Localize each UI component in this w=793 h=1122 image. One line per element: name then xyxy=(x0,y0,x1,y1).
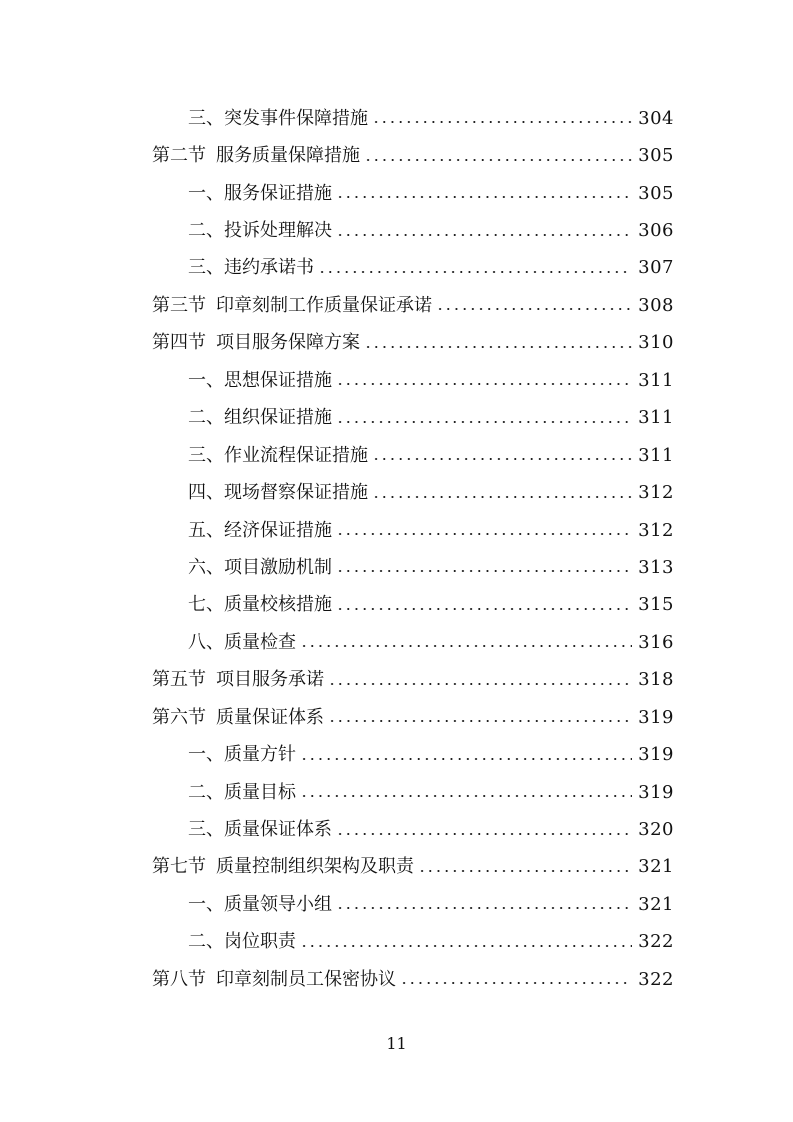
toc-dot-leader xyxy=(372,110,632,128)
toc-section-entry[interactable] xyxy=(152,699,674,736)
toc-dot-leader xyxy=(328,671,632,689)
toc-entry-title: 印章刻制工作质量保证承诺 xyxy=(216,294,432,316)
toc-entry-heading xyxy=(152,596,336,614)
toc-entry-title: 作业流程保证措施 xyxy=(224,444,368,466)
toc-entry-page-number: 308 xyxy=(638,294,674,316)
toc-dot-leader xyxy=(400,971,632,989)
toc-entry-heading xyxy=(152,519,336,541)
toc-entry-page-number: 319 xyxy=(638,781,674,803)
toc-entry-title: 质量领导小组 xyxy=(224,893,332,915)
toc-entry-title: 投诉处理解决 xyxy=(224,220,332,242)
toc-entry-page-number: 316 xyxy=(638,631,674,653)
toc-entry-title: 违约承诺书 xyxy=(224,257,314,279)
toc-subsection-entry[interactable] xyxy=(152,886,674,923)
table-of-contents xyxy=(152,100,674,999)
toc-subsection-entry[interactable] xyxy=(152,774,674,811)
toc-entry-page-number: 311 xyxy=(638,407,674,429)
toc-entry-heading xyxy=(152,222,336,240)
toc-entry-number: 第三节 xyxy=(152,294,206,316)
toc-subsection-entry[interactable] xyxy=(152,736,674,773)
toc-subsection-entry[interactable] xyxy=(152,437,674,474)
toc-entry-heading xyxy=(152,821,336,839)
toc-entry-number: 第八节 xyxy=(152,968,206,990)
toc-section-entry[interactable] xyxy=(152,325,674,362)
toc-entry-page-number: 313 xyxy=(638,556,674,578)
toc-entry-title: 服务保证措施 xyxy=(224,182,332,204)
toc-dot-leader xyxy=(336,522,632,540)
toc-dot-leader xyxy=(300,634,632,652)
toc-entry-title: 思想保证措施 xyxy=(224,369,332,391)
toc-entry-page-number: 318 xyxy=(638,669,674,691)
toc-subsection-entry[interactable] xyxy=(152,400,674,437)
toc-entry-title: 项目激励机制 xyxy=(224,556,332,578)
toc-dot-leader xyxy=(336,559,632,577)
toc-entry-title: 岗位职责 xyxy=(224,931,296,953)
toc-subsection-entry[interactable] xyxy=(152,100,674,137)
toc-entry-heading xyxy=(152,746,300,764)
toc-entry-page-number: 311 xyxy=(638,444,674,466)
toc-subsection-entry[interactable] xyxy=(152,362,674,399)
toc-dot-leader xyxy=(418,858,632,876)
toc-entry-title: 现场督察保证措施 xyxy=(224,482,368,504)
toc-entry-page-number: 321 xyxy=(638,893,674,915)
toc-entry-number: 一、 xyxy=(188,369,224,391)
toc-entry-number: 第六节 xyxy=(152,706,206,728)
toc-entry-page-number: 319 xyxy=(638,706,674,728)
toc-entry-heading xyxy=(152,259,318,277)
toc-entry-heading xyxy=(152,706,328,728)
toc-entry-title: 经济保证措施 xyxy=(224,519,332,541)
toc-entry-heading xyxy=(152,781,300,803)
toc-entry-number: 一、 xyxy=(188,744,224,766)
toc-entry-number: 一、 xyxy=(188,893,224,915)
toc-entry-heading xyxy=(152,671,328,689)
toc-entry-title: 质量校核措施 xyxy=(224,594,332,616)
toc-entry-heading xyxy=(152,444,372,466)
toc-entry-number: 五、 xyxy=(188,519,224,541)
toc-entry-number: 一、 xyxy=(188,182,224,204)
toc-subsection-entry[interactable] xyxy=(152,250,674,287)
toc-entry-title: 印章刻制员工保密协议 xyxy=(216,968,396,990)
toc-entry-title: 质量检查 xyxy=(224,631,296,653)
toc-entry-heading xyxy=(152,933,300,951)
toc-entry-number: 第二节 xyxy=(152,145,206,167)
toc-entry-number: 六、 xyxy=(188,556,224,578)
toc-section-entry[interactable] xyxy=(152,961,674,998)
toc-entry-heading xyxy=(152,334,364,352)
toc-entry-title: 质量方针 xyxy=(224,744,296,766)
toc-dot-leader xyxy=(318,259,632,277)
toc-entry-number: 二、 xyxy=(188,781,224,803)
toc-dot-leader xyxy=(364,334,632,352)
toc-entry-heading xyxy=(152,147,364,165)
toc-dot-leader xyxy=(436,297,632,315)
toc-entry-title: 质量目标 xyxy=(224,781,296,803)
toc-entry-title: 质量控制组织架构及职责 xyxy=(216,856,414,878)
toc-dot-leader xyxy=(328,709,632,727)
toc-entry-number: 三、 xyxy=(188,819,224,841)
toc-entry-heading xyxy=(152,294,436,316)
toc-section-entry[interactable] xyxy=(152,662,674,699)
toc-dot-leader xyxy=(336,372,632,390)
toc-entry-number: 第七节 xyxy=(152,856,206,878)
toc-section-entry[interactable] xyxy=(152,137,674,174)
toc-entry-heading xyxy=(152,182,336,204)
toc-entry-heading xyxy=(152,556,336,578)
toc-entry-page-number: 322 xyxy=(638,931,674,953)
toc-entry-page-number: 305 xyxy=(638,145,674,167)
toc-entry-number: 第四节 xyxy=(152,332,206,354)
toc-entry-page-number: 315 xyxy=(638,594,674,616)
toc-entry-page-number: 310 xyxy=(638,332,674,354)
toc-entry-number: 三、 xyxy=(188,444,224,466)
toc-entry-page-number: 305 xyxy=(638,182,674,204)
toc-entry-page-number: 319 xyxy=(638,744,674,766)
toc-entry-title: 组织保证措施 xyxy=(224,407,332,429)
toc-entry-number: 二、 xyxy=(188,931,224,953)
toc-dot-leader xyxy=(300,784,632,802)
toc-entry-number: 三、 xyxy=(188,257,224,279)
toc-subsection-entry[interactable] xyxy=(152,474,674,511)
toc-dot-leader xyxy=(364,147,632,165)
toc-entry-page-number: 304 xyxy=(638,107,674,129)
toc-dot-leader xyxy=(300,933,632,951)
toc-entry-heading xyxy=(152,484,372,502)
toc-subsection-entry[interactable] xyxy=(152,512,674,549)
toc-entry-heading xyxy=(152,631,300,653)
toc-entry-title: 质量保证体系 xyxy=(216,706,324,728)
toc-entry-title: 项目服务承诺 xyxy=(216,669,324,691)
toc-entry-title: 项目服务保障方案 xyxy=(216,332,360,354)
toc-subsection-entry[interactable] xyxy=(152,212,674,249)
toc-dot-leader xyxy=(336,222,632,240)
toc-dot-leader xyxy=(336,185,632,203)
toc-subsection-entry[interactable] xyxy=(152,175,674,212)
toc-dot-leader xyxy=(300,746,632,764)
toc-subsection-entry[interactable] xyxy=(152,624,674,661)
toc-dot-leader xyxy=(336,821,632,839)
toc-entry-number: 四、 xyxy=(188,482,224,504)
toc-entry-heading xyxy=(152,369,336,391)
toc-subsection-entry[interactable] xyxy=(152,549,674,586)
toc-entry-number: 七、 xyxy=(188,594,224,616)
toc-entry-page-number: 320 xyxy=(638,819,674,841)
toc-entry-title: 突发事件保障措施 xyxy=(224,107,368,129)
toc-dot-leader xyxy=(336,896,632,914)
toc-entry-page-number: 321 xyxy=(638,856,674,878)
toc-entry-number: 八、 xyxy=(188,631,224,653)
toc-dot-leader xyxy=(336,596,632,614)
toc-section-entry[interactable] xyxy=(152,287,674,324)
toc-dot-leader xyxy=(372,484,632,502)
toc-entry-number: 三、 xyxy=(188,107,224,129)
toc-entry-page-number: 307 xyxy=(638,257,674,279)
toc-entry-heading xyxy=(152,893,336,915)
toc-entry-page-number: 312 xyxy=(638,482,674,504)
toc-subsection-entry[interactable] xyxy=(152,811,674,848)
toc-entry-page-number: 306 xyxy=(638,220,674,242)
toc-entry-heading xyxy=(152,858,418,876)
toc-subsection-entry[interactable] xyxy=(152,924,674,961)
toc-dot-leader xyxy=(336,409,632,427)
toc-entry-page-number: 312 xyxy=(638,519,674,541)
toc-entry-number: 二、 xyxy=(188,407,224,429)
toc-entry-title: 服务质量保障措施 xyxy=(216,145,360,167)
toc-entry-heading xyxy=(152,968,400,990)
toc-entry-heading xyxy=(152,409,336,427)
toc-entry-page-number: 322 xyxy=(638,968,674,990)
page-number-footer: 11 xyxy=(386,1034,407,1053)
toc-subsection-entry[interactable] xyxy=(152,587,674,624)
toc-entry-number: 二、 xyxy=(188,220,224,242)
toc-entry-number: 第五节 xyxy=(152,669,206,691)
toc-entry-title: 质量保证体系 xyxy=(224,819,332,841)
toc-entry-page-number: 311 xyxy=(638,369,674,391)
toc-section-entry[interactable] xyxy=(152,849,674,886)
toc-dot-leader xyxy=(372,447,632,465)
toc-entry-heading xyxy=(152,107,372,129)
